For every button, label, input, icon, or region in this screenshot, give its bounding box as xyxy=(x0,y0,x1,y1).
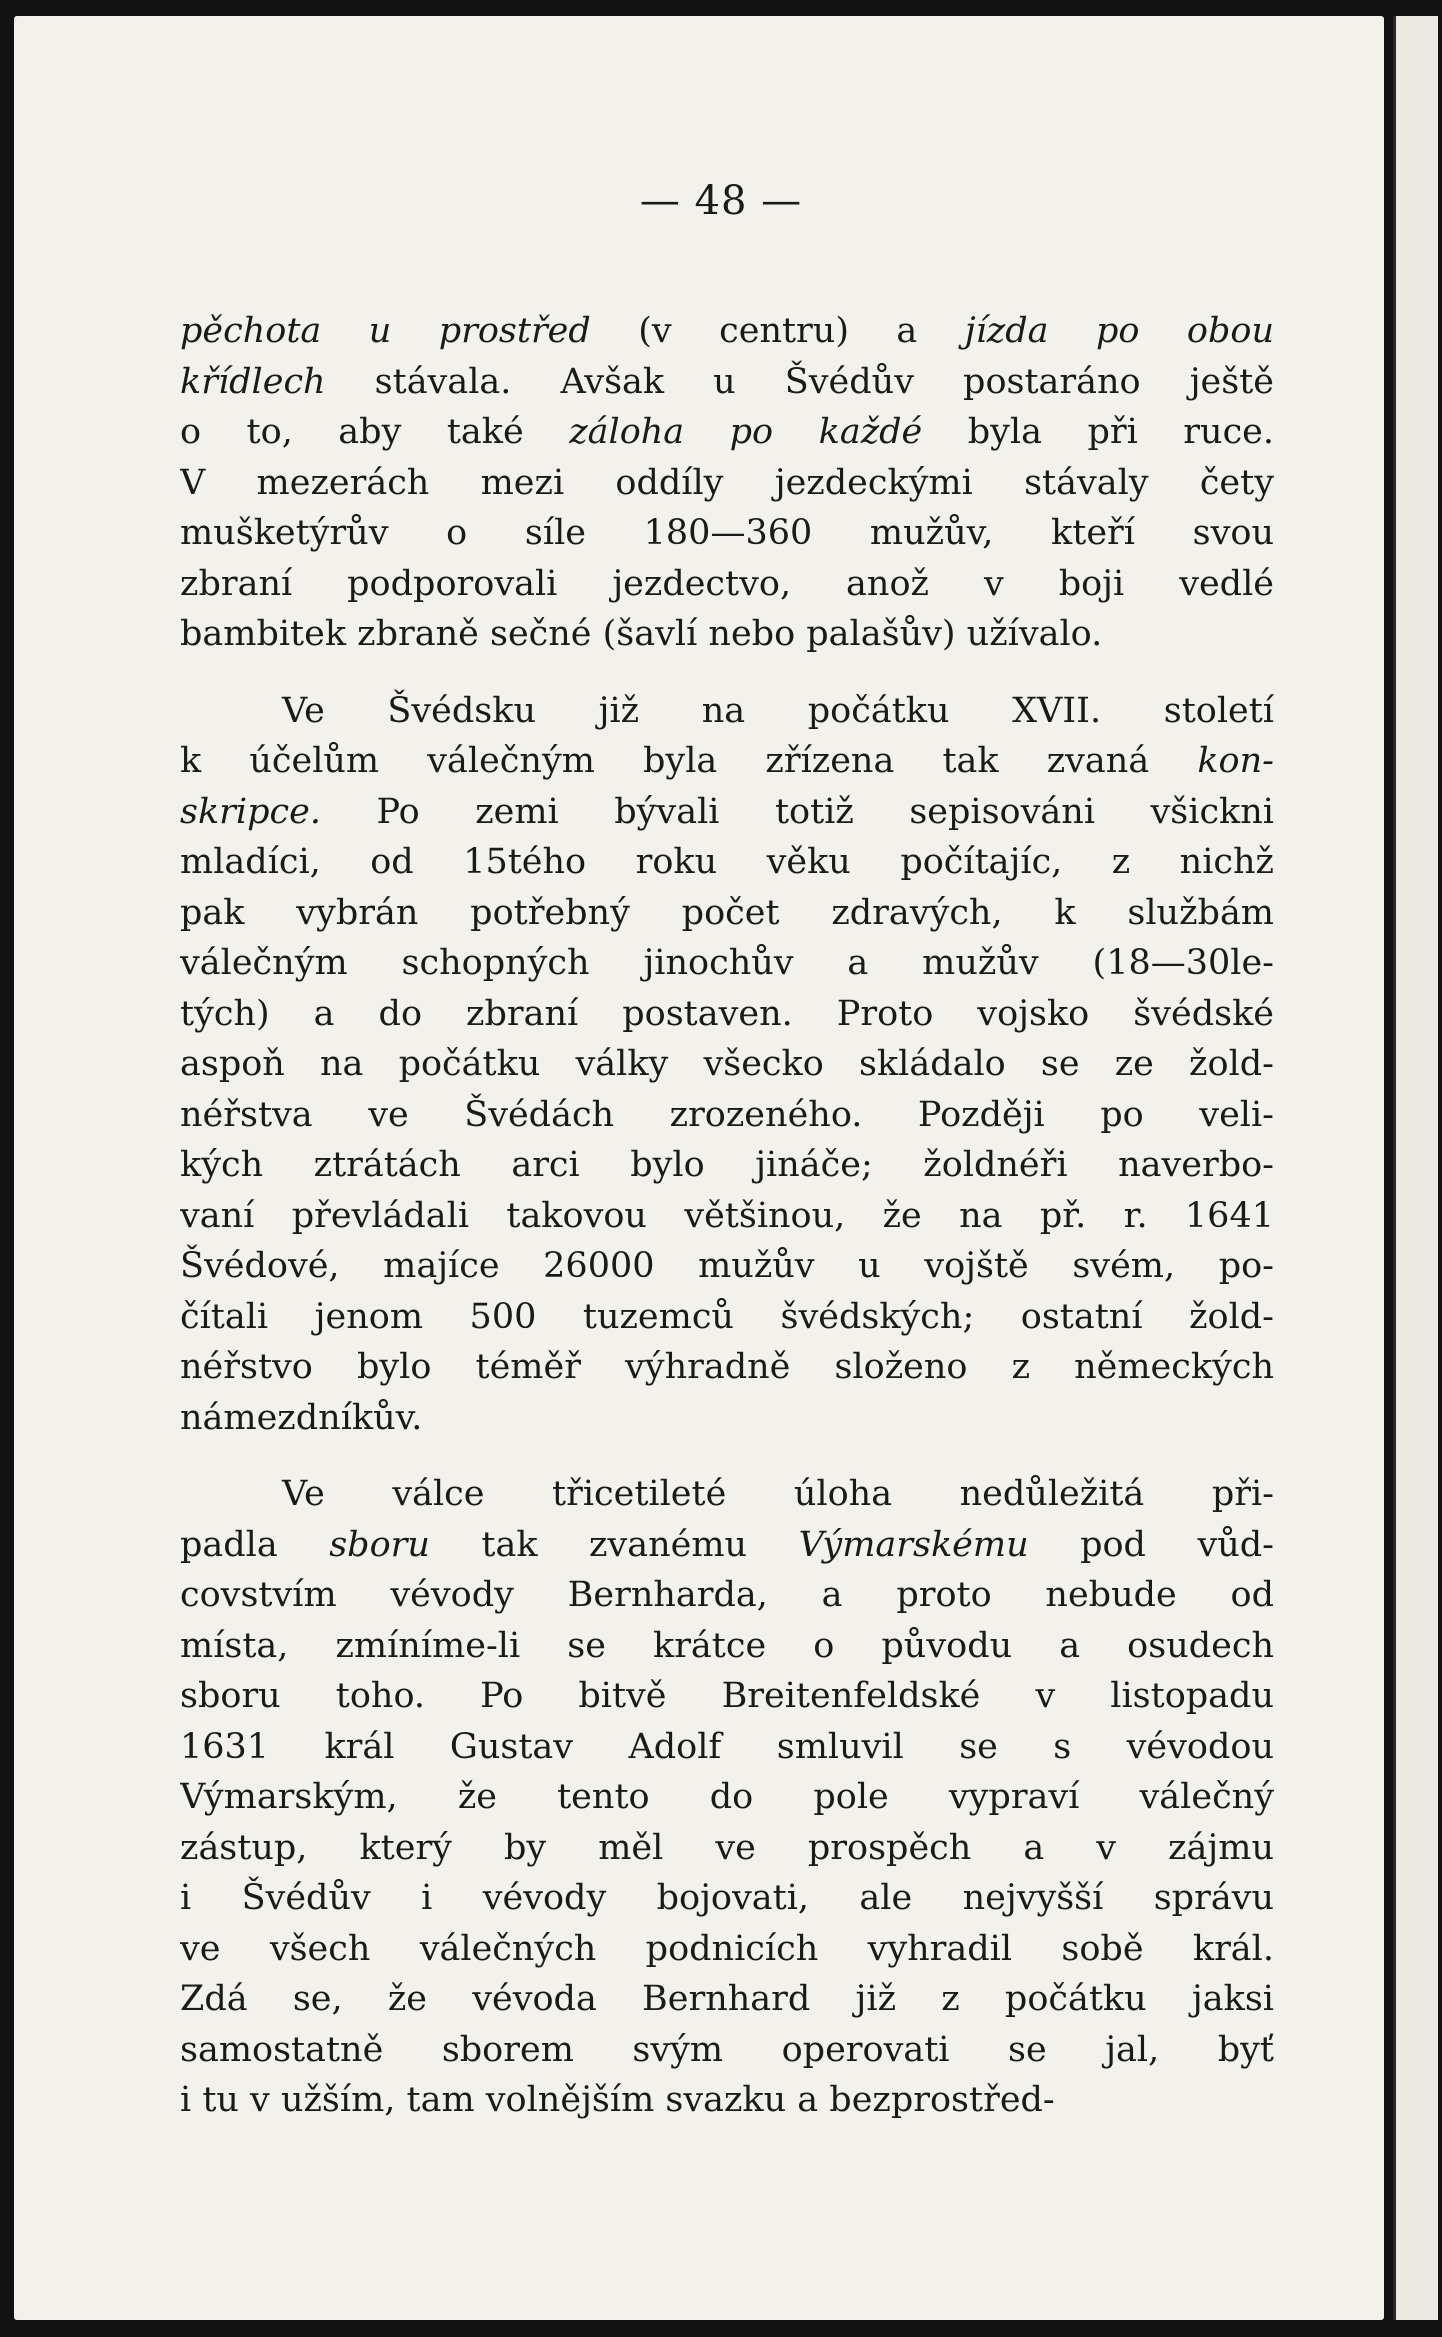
page-number: — 48 — xyxy=(639,178,803,224)
text-line xyxy=(180,837,1274,888)
paragraph xyxy=(180,686,1274,1444)
text-line xyxy=(180,458,1274,509)
emphasized-text: kon- xyxy=(1197,741,1274,781)
text-span: i Švédův i vévody bojovati, ale nejvyšší správu xyxy=(180,1878,1274,1918)
text-line xyxy=(180,508,1274,559)
text-span: tak zvanému xyxy=(429,1524,799,1565)
text-line xyxy=(180,1873,1274,1924)
text-line xyxy=(180,407,1274,458)
next-page-edge xyxy=(1393,16,1438,2320)
text-span: sboru toho. Po bitvě Breitenfeldské v listopadu xyxy=(180,1676,1274,1716)
emphasized-text: pěchota u prostřed xyxy=(180,311,591,351)
emphasized-text: jízda po obou xyxy=(964,311,1274,351)
text-span: byla při ruce. xyxy=(922,412,1274,452)
text-line xyxy=(180,1823,1274,1874)
text-span: i tu v užším, tam volnějším svazku a bezprostřed- xyxy=(180,2080,1055,2120)
text-line xyxy=(180,1469,1274,1520)
text-span: mladíci, od 15tého roku věku počítajíc, z nichž xyxy=(180,842,1274,882)
text-span: V mezerách mezi oddíly jezdeckými stávaly čety xyxy=(180,462,1274,503)
text-span: samostatně sborem svým operovati se jal, byť xyxy=(180,2029,1274,2070)
text-line xyxy=(180,1342,1274,1393)
text-line xyxy=(180,1621,1274,1672)
body-text xyxy=(180,306,1274,2126)
text-line xyxy=(180,1772,1274,1823)
text-span: pod vůd- xyxy=(1028,1524,1274,1565)
text-span: tých) a do zbraní postaven. Proto vojsko švédské xyxy=(180,993,1274,1034)
text-span: Výmarským, že tento do pole vypraví válečný xyxy=(180,1777,1274,1817)
page-gutter xyxy=(1393,16,1396,2320)
text-line xyxy=(180,609,1274,660)
text-span: stávala. Avšak u Švédův postaráno ještě xyxy=(325,361,1274,402)
text-line xyxy=(180,1722,1274,1773)
text-span: néřstva ve Švédách zrozeného. Později po veli- xyxy=(180,1094,1274,1135)
text-span: námezdníkův. xyxy=(180,1397,423,1438)
text-span: néřstvo bylo téměř výhradně složeno z německých xyxy=(180,1347,1274,1387)
text-span: válečným schopných jinochův a mužův (18—30le- xyxy=(180,943,1274,983)
text-line xyxy=(180,1292,1274,1343)
text-line xyxy=(180,938,1274,989)
text-line xyxy=(180,1520,1274,1571)
text-span: (v centru) a xyxy=(590,311,965,351)
text-span: Zdá se, že vévoda Bernhard již z počátku jaksi xyxy=(180,1979,1274,2019)
text-span: čítali jenom 500 tuzemců švédských; ostatní žold- xyxy=(180,1296,1274,1337)
text-line xyxy=(180,736,1274,787)
text-line xyxy=(180,357,1274,408)
emphasized-text: skripce. xyxy=(180,791,321,832)
text-line xyxy=(180,1924,1274,1975)
text-span: kých ztrátách arci bylo jináče; žoldnéři naverbo- xyxy=(180,1145,1274,1185)
text-line xyxy=(180,1191,1274,1242)
text-span: Ve válce třicetileté úloha nedůležitá při- xyxy=(282,1474,1274,1514)
text-span: Švédové, majíce 26000 mužův u vojště svém, po- xyxy=(180,1246,1274,1286)
paragraph-gap xyxy=(180,660,1274,686)
text-span: zástup, který by měl ve prospěch a v zájmu xyxy=(180,1827,1274,1868)
text-line xyxy=(180,1671,1274,1722)
text-line xyxy=(180,888,1274,939)
text-line xyxy=(180,1039,1274,1090)
text-span: vaní převládali takovou většinou, že na př. r. 1641 xyxy=(180,1195,1274,1236)
text-line xyxy=(180,787,1274,838)
text-span: k účelům válečným byla zřízena tak zvaná xyxy=(180,741,1198,781)
text-span: bambitek zbraně sečné (šavlí nebo palašův) užívalo. xyxy=(180,614,1103,654)
emphasized-text: záloha po každé xyxy=(569,412,923,452)
text-span: mušketýrův o síle 180—360 mužův, kteří svou xyxy=(180,513,1274,553)
text-line xyxy=(180,1570,1274,1621)
text-line xyxy=(180,686,1274,737)
text-line xyxy=(180,1393,1274,1444)
text-line xyxy=(180,1090,1274,1141)
text-line xyxy=(180,1140,1274,1191)
emphasized-text: sboru xyxy=(329,1524,430,1565)
text-line xyxy=(180,2075,1274,2126)
text-span: o to, aby také xyxy=(180,412,570,452)
text-line xyxy=(180,2025,1274,2076)
text-line xyxy=(180,1974,1274,2025)
text-span: padla xyxy=(180,1524,330,1565)
text-span: zbraní podporovali jezdectvo, anož v boji vedlé xyxy=(180,563,1274,604)
paragraph xyxy=(180,1469,1274,2126)
text-span: 1631 král Gustav Adolf smluvil se s vévodou xyxy=(180,1726,1274,1767)
text-span: místa, zmíníme-li se krátce o původu a osudech xyxy=(180,1625,1274,1666)
text-span: aspoň na počátku války všecko skládalo se ze žold- xyxy=(180,1044,1274,1084)
text-line xyxy=(180,1241,1274,1292)
text-span: pak vybrán potřebný počet zdravých, k službám xyxy=(180,892,1274,933)
text-span: ve všech válečných podnicích vyhradil sobě král. xyxy=(180,1928,1274,1969)
paragraph xyxy=(180,306,1274,660)
text-span: covstvím vévody Bernharda, a proto nebude od xyxy=(180,1575,1274,1615)
emphasized-text: křídlech xyxy=(180,361,326,402)
text-span: Po zemi bývali totiž sepisováni všickni xyxy=(320,791,1274,832)
emphasized-text: Výmarskému xyxy=(798,1524,1029,1565)
text-line xyxy=(180,306,1274,357)
text-line xyxy=(180,559,1274,610)
text-span: Ve Švédsku již na počátku XVII. století xyxy=(282,690,1274,731)
text-line xyxy=(180,989,1274,1040)
paragraph-gap xyxy=(180,1443,1274,1469)
